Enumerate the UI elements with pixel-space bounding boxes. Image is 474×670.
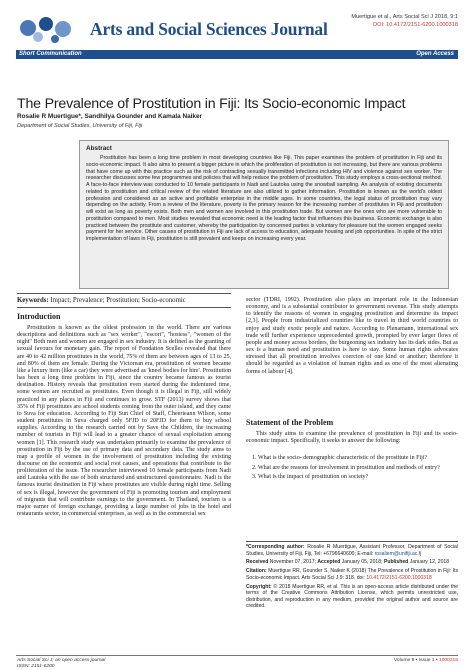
research-questions	[246, 455, 458, 484]
footer-page-id: 1000318	[438, 658, 458, 663]
footer-volume-info	[394, 658, 458, 663]
footer-journal-line: Arts Social Sci J, an open access journal	[17, 658, 106, 663]
history-dates	[246, 559, 458, 566]
keywords-line	[17, 297, 186, 304]
abstract-box	[79, 140, 449, 289]
received-label: Received	[246, 559, 269, 566]
citation-label: Citation:	[246, 568, 267, 575]
right-column-body	[246, 297, 458, 376]
introduction-paragraph: Prostitution is known as the oldest profession in the world. There are various descriptions and definitions such as "sex worker", "escort", "hostess", "women of the night" Both men and women are engaged in sex industry. It is defined as the granting of sexual favours for monetary gain. The report of Fondation Scelles revealed that there are 40 to 42 million prostitutes in the world, 75% of them are between ages of 13 to 25, and 80% of them are female. During the Victorean era, prostitution of women became like a luxury item (like a car) they were advertised as 'kneel bodies for hire'. Prostitution has been a long time problem in Fiji, since the country became famous as tourist destination. History reveals that prostitution even started during the indentured time, some women are recruited as prostitutes. Even though it is illegal in Fiji, still widely practiced in any places in Fiji and continues to grow. STF (2013) survey shows that 35% of Fiji prostitutes are school students coming from the outer island, and they came to Suva for education. According to Fiji Sun Chief of Staff, Cheerieann Wilson, some student prostitutes in Suva charged only 5FJD to 20FJD for them to buy school supplies. According to the research carried out by Save the Children, the increasing number of tourists in Fiji will lead to a greater chance of sexual exploitation among women [1]. This research study was undertaken primarily to examine the prevalence of prostitution in Fiji by the use of primary data and secondary data. The study aims to map a profile of women in the involvement of prostitution including the existing discourse on the economic and social root causes, and operations that contribute to the proliferation of the issue. The researcher interviewed 10 female participants from Nadi and Lautoka with the use of both structured and unstructured questionnaire. Nadi is the famous tourist destination in Fiji where prostitutes are visible during night time. Selling of sex is illegal, however the government of Fiji is promoting tourism and employment of migrants that will contribute earnings to the government. In Thailand, tourism is a major earner of foreign exchange, providing a large number of jobs in the hotel and restaurants sector, in commercial enterprises, as well as in the commercial sex	[17, 325, 231, 518]
published-date: January 12, 2018	[409, 559, 450, 566]
doi-link[interactable]: DOI: 10.4172/2151-6200.1000318	[373, 21, 458, 28]
question-item: 1. What is the socio- demographic characteristic of the prostitute in Fiji?	[252, 455, 428, 461]
continuation-paragraph: sector (TDRI, 1992). Prostitution also plays an important role in the Indonesian economy, and is a substantial contributor to government revenue. This study attempts to identify the reasons of women in engaging prostitution and determine its impact [2,3]. People from industrialized countries like to travel in third world countries to enjoy and study exotic people and nature. According to Plenamann, international sex trade will further experience unprecedented growth, prompted by ever larger flows of people and money across borders, the burgeoning sex industry has its dark sides. But as sex is a human need and prostitution is here to stay. Some human rights advocates stressed that all prostitution involves coercion of one kind or another; therefore it should be regarded as a violation of human rights and as one of the most alienating forms of labour [4].	[246, 297, 458, 375]
author-affiliation: Department of Social Studies, University of Fiji, Fiji	[17, 123, 143, 129]
keywords-label: Keywords:	[17, 297, 49, 304]
author-email-link[interactable]: rosaliem@unifiji.ac.fj	[374, 550, 422, 557]
introduction-body	[17, 325, 231, 518]
question-item: 2. What are the reasons for involvement in prostitution and methods of entry?	[252, 464, 440, 471]
journal-title: Arts and Social Sciences Journal	[90, 19, 328, 39]
header-citation	[351, 14, 458, 29]
footer-issn: ISSN: 2151-6200	[17, 663, 55, 669]
journal-logo	[16, 12, 82, 46]
received-date: November 07, 2017;	[269, 559, 316, 566]
keywords-top-rule	[17, 293, 231, 294]
footer-journal-info	[17, 658, 105, 670]
author-list: Rosalie R Muertigue*, Sandhilya Gounder and Kamala Naiker	[17, 113, 203, 120]
footer-rule	[16, 655, 458, 656]
accepted-label: Accepted	[317, 559, 341, 566]
keywords-bottom-rule	[17, 307, 231, 308]
keywords-text: Impact; Prevalence; Prostitution; Socio-economic	[50, 297, 186, 304]
question-item: 3. What is the impact of prostitution on society?	[252, 474, 369, 481]
footer-volume-issue: Volume 9 • Issue 1 •	[393, 658, 438, 663]
correspondence-block	[246, 544, 458, 612]
article-type-label: Short Communication	[19, 51, 82, 57]
correspondence-rule	[246, 541, 458, 542]
open-access-label: Open Access	[416, 51, 454, 57]
statement-paragraph: This study aims to examine the prevalence of prostitution in Fiji and its socio-economic impact. Specifically, it seeks to answer the following:	[246, 431, 458, 445]
copyright-label: Copyright:	[246, 583, 272, 590]
citation-doi-link[interactable]: 10.4172/2151-6200.1000318	[366, 574, 432, 581]
statement-body	[246, 431, 458, 445]
accepted-date: January 05, 2018;	[341, 559, 383, 566]
citation-line: Muertigue et al., Arts Social Sci J 2018, 9:1	[351, 14, 458, 20]
corresponding-author	[246, 544, 458, 557]
article-title: The Prevalence of Prostitution in Fiji: Its Socio-economic Impact	[17, 96, 406, 112]
citation-block	[246, 568, 458, 581]
article-type-banner	[16, 50, 458, 59]
citation-text: Muertigue RR, Gounder S, Naiker K (2018) The Prevalence of Prostitution in Fiji: Its Socio-economic Impact. Arts Social Sci J 9: 318. doi:	[246, 568, 458, 581]
published-label: Published	[383, 559, 409, 566]
statement-heading: Statement of the Problem	[246, 418, 334, 427]
introduction-heading: Introduction	[17, 312, 61, 321]
abstract-heading: Abstract	[86, 145, 112, 152]
copyright-block	[246, 584, 458, 610]
corresponding-author-text: Rosalie R Muertigue, Assistant Professor, Department of Social Studies, University of Fiji, Fiji, Tel: +6796640600; E-mail:	[246, 544, 458, 557]
copyright-text: © 2018 Muertigue RR, et al. This is an open-access article distributed under the terms of the Creative Commons Attribution License, which permits unrestricted use, distribution, and reproduction in any medium, provided the original author and source are credited.	[246, 583, 458, 610]
abstract-text: Prostitution has been a long time problem in most developing countries like Fiji. This paper examines the problem of prostitution in Fiji and its socio-economic impact. It also aims to present a bigger picture in which the proliferation of prostitution is not increasing, but there are various problems that have come up with this practice such as the risk of contracting sexually transmitted infections including HIV and violence against sex worker. The researcher discusses some few programmes and policies that will help reduce the problem of prostitution. This study employs a cross-sectional method. A face-to-face interview was conducted to 10 female participants in Nadi and Lautoka using the snowball sampling. An analysis of existing documents related to prostitution and critical review of the related literature are also utilized to gather information. Prostitution is known as the world's oldest profession and considered as an active and profitable enterprise in the middle ages. In some countries, the legal status of prostitution may vary depending on the activity. From a review of the literature, poverty is the primary reason for the increasing number of prostitutes in Fiji and prostitution will exist as long as poverty exists. Both men and women are involved in this prostitution trade. But women are the ones who are more vulnerable to prostitution compared to men. Most studies revealed that economic need is the leading factor that influences this business. Economic exchange is also practiced between the prostitute and customer, whereby the participation by concerned parties is voluntary for pleasure but the women engaged seeks payment for her service. Other causes of prostitution in Fiji are lack of access to education, adequate housing and job opportunities. In spite of the strict implementation of laws in Fiji, prostitution is still prevalent and keeps on increasing every year.	[86, 155, 442, 242]
corresponding-author-label: *Corresponding author:	[246, 544, 305, 550]
